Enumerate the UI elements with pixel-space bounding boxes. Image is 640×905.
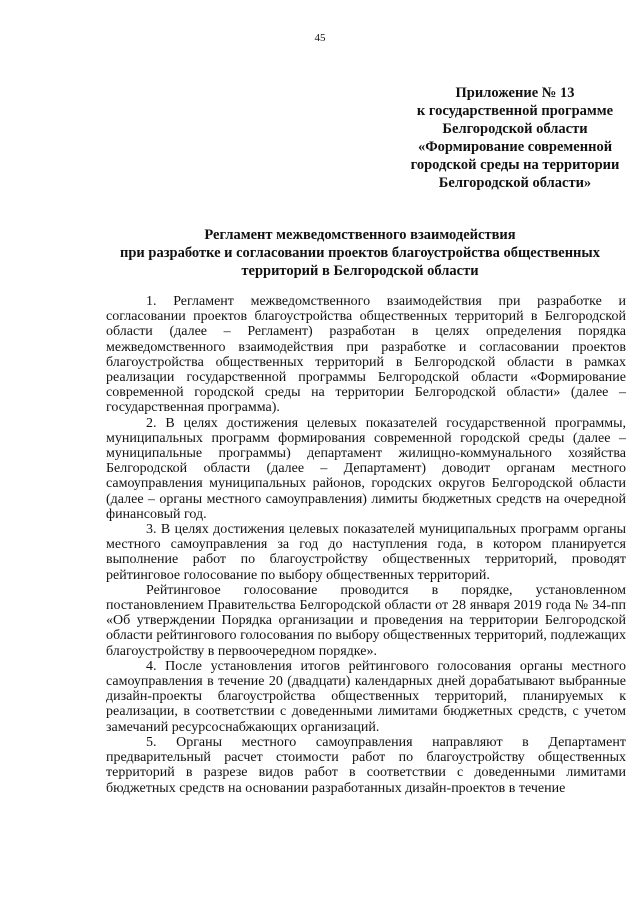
appendix-line: городской среды на территории xyxy=(410,157,620,173)
title-line: Регламент межведомственного взаимодействия xyxy=(204,227,516,243)
appendix-line: «Формирование современной xyxy=(417,139,613,155)
appendix-line: Белгородской области» xyxy=(438,175,592,191)
appendix-line: Приложение № 13 xyxy=(455,85,575,101)
document-title xyxy=(100,226,620,280)
appendix-header xyxy=(400,84,630,192)
paragraph: 4. После установления итогов рейтингового голосования органы местного самоуправления в течение 20 (двадцати) календарных дней дорабатывают выбранные дизайн-проекты благоустройства общественных территорий, планируемых к реализации, в соответствии с доведенными лимитами бюджетных средств, с учетом замечаний ресурсоснабжающих организаций. xyxy=(106,658,626,735)
paragraph: 5. Органы местного самоуправления направляют в Департамент предварительный расчет стоимости работ по благоустройству общественных территорий в разрезе видов работ в соответствии с доведенными лимитами бюджетных средств на основании разработанных дизайн-проектов в течение xyxy=(106,734,626,796)
page-number: 45 xyxy=(314,32,326,44)
paragraph: Рейтинговое голосование проводится в порядке, установленном постановлением Правительства Белгородской области от 28 января 2019 года № 34-пп «Об утверждении Порядка организации и проведения на территории Белгородской области рейтингового голосования по выбору общественных территорий, подлежащих благоустройству в первоочередном порядке». xyxy=(106,582,626,659)
title-line: при разработке и согласовании проектов благоустройства общественных xyxy=(119,245,600,261)
appendix-line: к государственной программе xyxy=(416,103,614,119)
title-line: территорий в Белгородской области xyxy=(241,263,479,279)
appendix-line: Белгородской области xyxy=(442,121,588,137)
paragraph: 2. В целях достижения целевых показателей государственной программы, муниципальных программ формирования современной городской среды (далее – муниципальные программы) департамент жилищно-коммунального хозяйства Белгородской области (далее – Департамент) доводит органам местного самоуправления муниципальных районов, городских округов Белгородской области (далее – органы местного самоуправления) лимиты бюджетных средств на очередной финансовый год. xyxy=(106,415,626,522)
paragraph: 1. Регламент межведомственного взаимодействия при разработке и согласовании проектов благоустройства общественных территорий в Белгородской области (далее – Регламент) разработан в целях определения порядка межведомственного взаимодействия при разработке и согласовании проектов благоустройства общественных территорий в Белгородской области в рамках реализации государственной программы Белгородской области «Формирование современной городской среды на территории Белгородской области» (далее – государственная программа). xyxy=(106,294,626,416)
document-body xyxy=(106,294,626,796)
paragraph: 3. В целях достижения целевых показателей муниципальных программ органы местного самоуправления за год до наступления года, в котором планируется выполнение работ по благоустройству общественных территорий, проводят рейтинговое голосование по выбору общественных территорий. xyxy=(106,522,626,583)
